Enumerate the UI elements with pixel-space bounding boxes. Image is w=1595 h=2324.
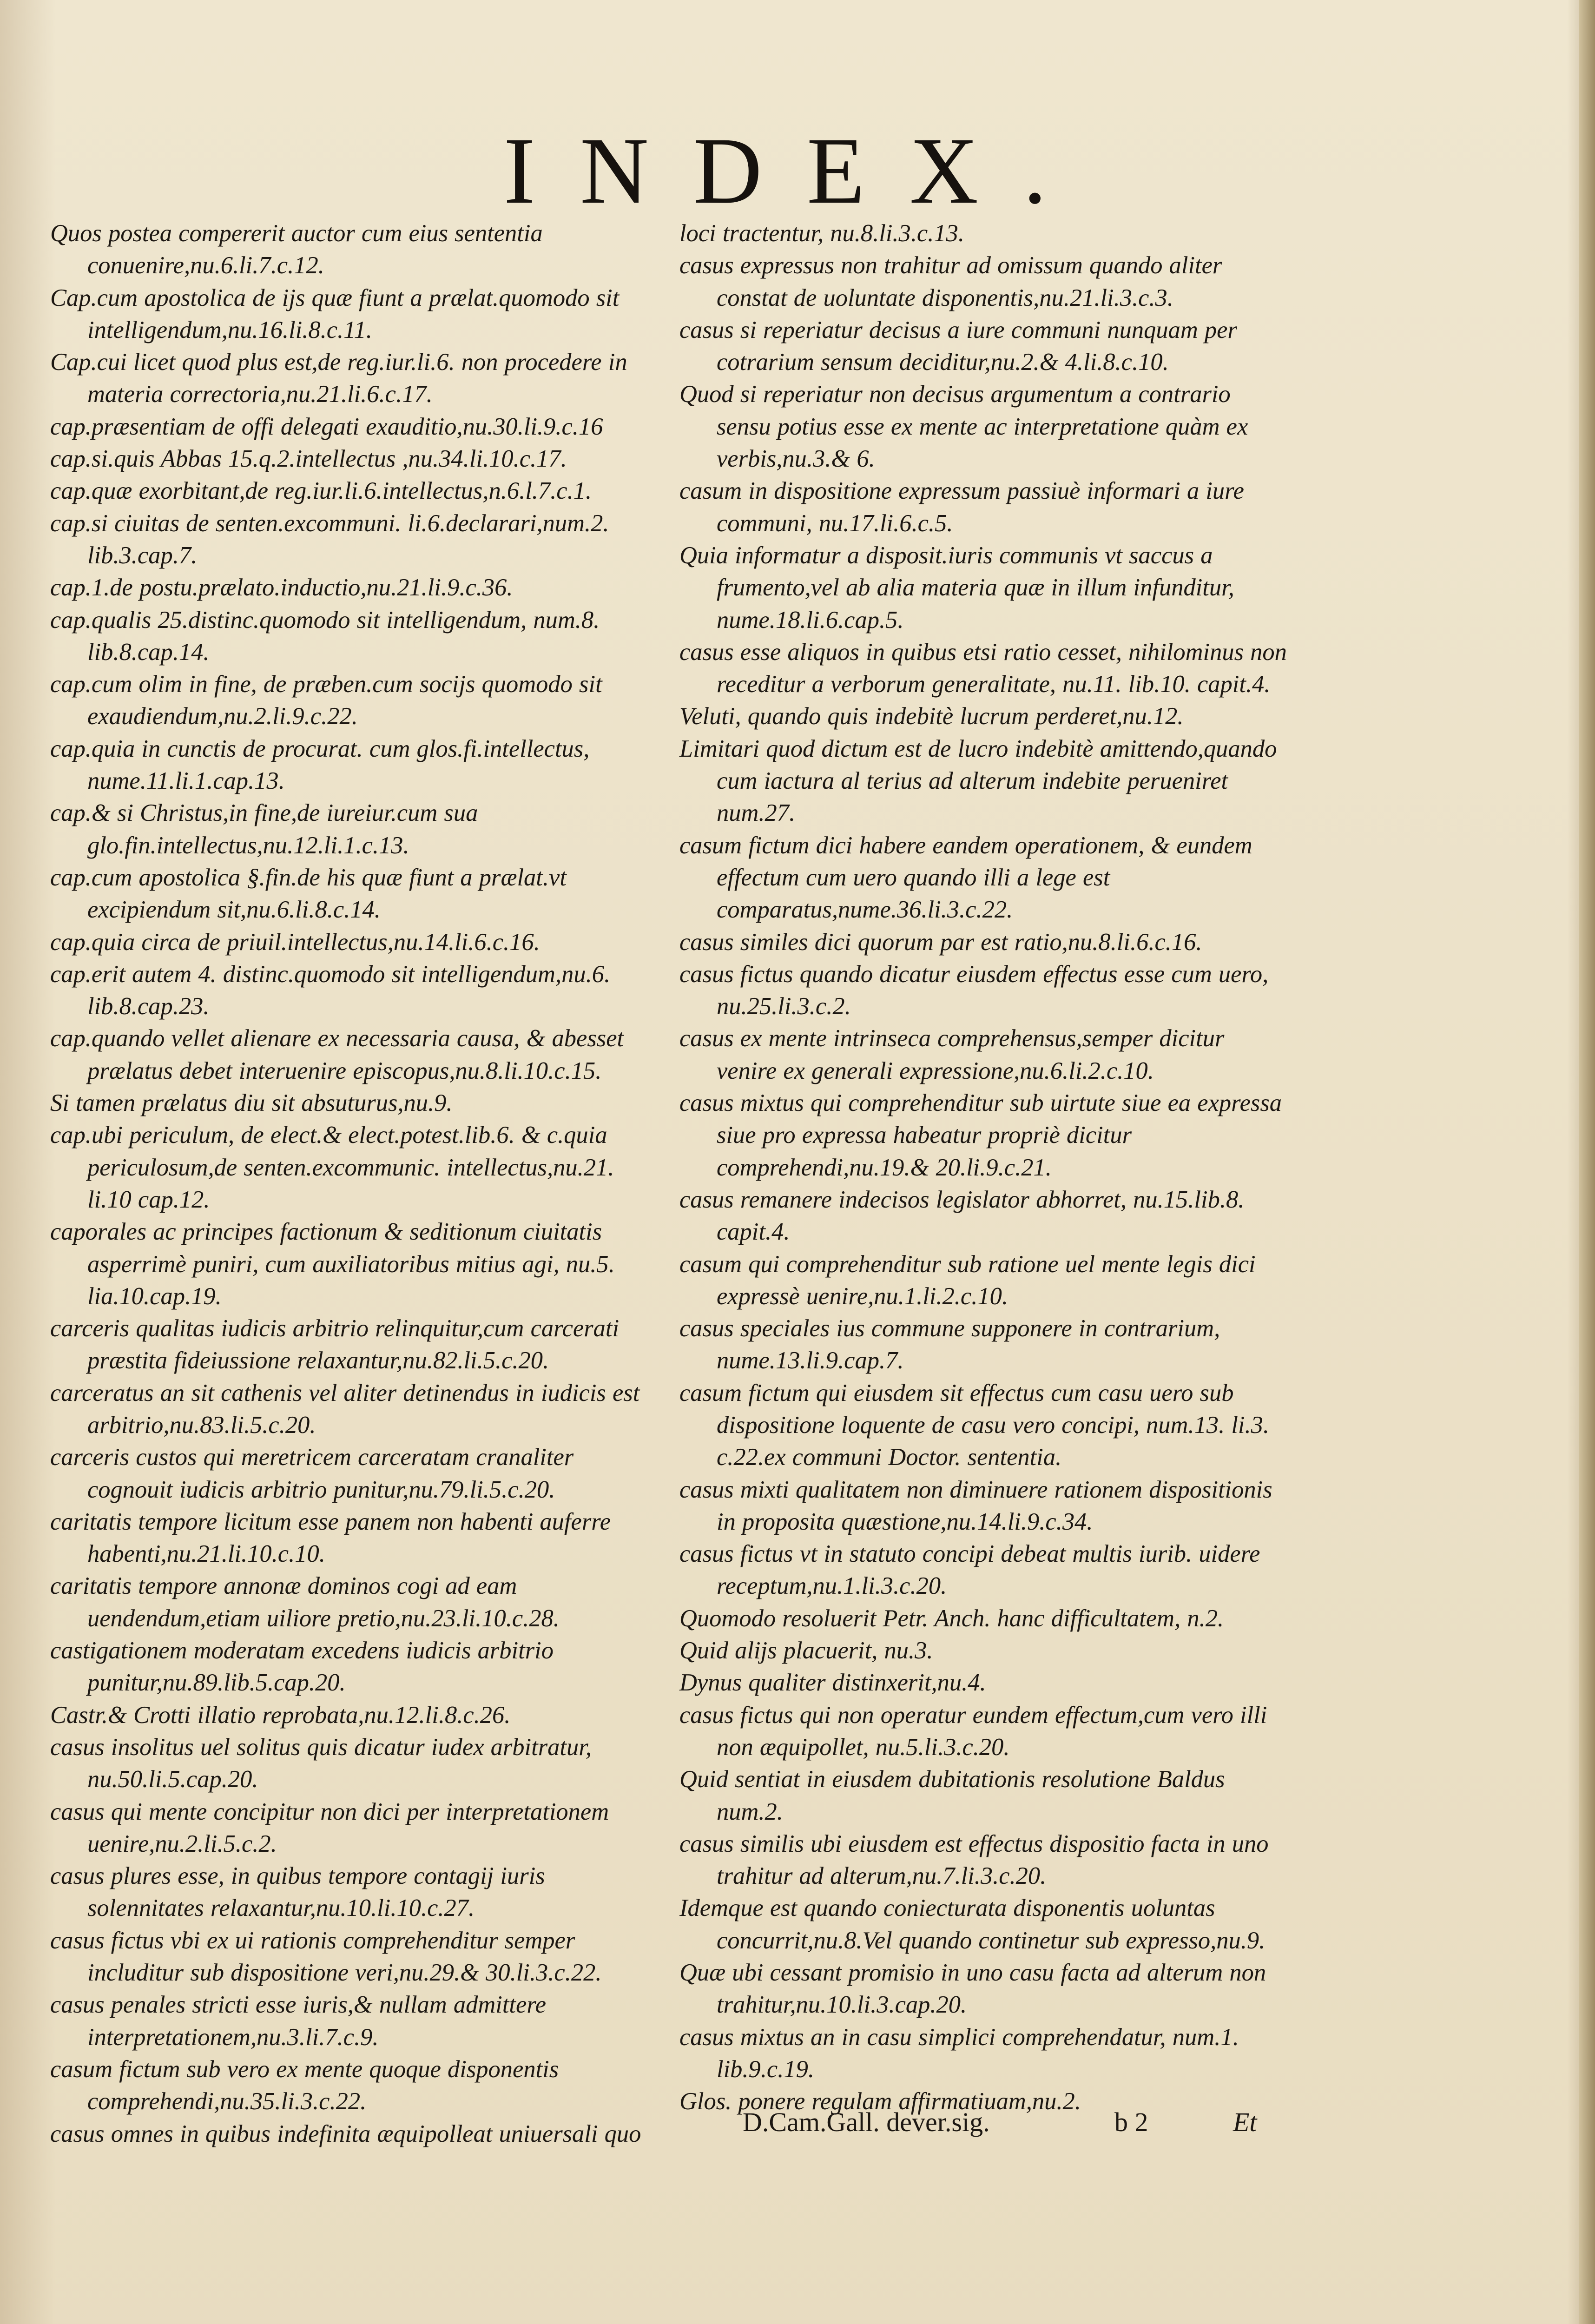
index-entry: Quod si reperiatur non decisus argumentum a contrario sensu potius esse ex mente ac interpretatione quàm ex verbis,nu.3.& 6. [679,381,1248,473]
index-entry: casus fictus vbi ex ui rationis comprehenditur semper includitur sub dispositione veri,nu.29.& 30.li.3.c.22. [50,1927,602,1987]
index-entry: casus penales stricti esse iuris,& nullam admittere interpretationem,nu.3.li.7.c.9. [50,1991,547,2051]
index-entry: casus omnes in quibus indefinita æquipolleat uniuersali quo [50,2120,641,2147]
index-entry: carceris custos qui meretricem carceratam cranaliter cognouit iudicis arbitrio punitur,nu.79.li.5.c.20. [50,1444,574,1503]
index-entry: casus expressus non trahitur ad omissum quando aliter constat de uoluntate disponentis,nu.21.li.3.c.3. [679,252,1222,311]
index-entry: Limitari quod dictum est de lucro indebitè amittendo,quando cum iactura al terius ad alterum indebite perueniret num.27. [679,735,1277,827]
index-entry: Si tamen prælatus diu sit absuturus,nu.9. [50,1089,453,1117]
index-entry: loci tractentur, nu.8.li.3.c.13. [679,220,964,247]
index-entry: casus remanere indecisos legislator abhorret, nu.15.lib.8. capit.4. [679,1186,1245,1246]
index-entry: cap.ubi periculum, de elect.& elect.potest.lib.6. & c.quia periculosum,de senten.excommunic. intellectus,nu.21. li.10 cap.12. [50,1122,614,1213]
index-entry: casum qui comprehenditur sub ratione uel mente legis dici expressè uenire,nu.1.li.2.c.10. [679,1250,1256,1310]
index-entry: cap.quia circa de priuil.intellectus,nu.14.li.6.c.16. [50,928,540,956]
index-entry: Cap.cui licet quod plus est,de reg.iur.li.6. non procedere in materia correctoria,nu.21.li.6.c.17. [50,349,627,408]
index-entry: cap.si ciuitas de senten.excommuni. li.6.declarari,num.2. lib.3.cap.7. [50,509,609,569]
index-column-right [679,218,1288,2118]
signature-line: D.Cam.Gall. dever.sig. [743,2107,990,2137]
index-entry: Dynus qualiter distinxerit,nu.4. [679,1669,986,1697]
index-entry: caritatis tempore annonæ dominos cogi ad eam uendendum,etiam uiliore pretio,nu.23.li.10.c.28. [50,1572,560,1632]
index-entry: castigationem moderatam excedens iudicis arbitrio punitur,nu.89.lib.5.cap.20. [50,1637,554,1697]
index-entry: casus speciales ius commune supponere in contrarium, nume.13.li.9.cap.7. [679,1315,1220,1374]
index-entry: Castr.& Crotti illatio reprobata,nu.12.li.8.c.26. [50,1701,511,1729]
index-entry: casus esse aliquos in quibus etsi ratio cesset, nihilominus non receditur a verborum generalitate, nu.11. lib.10. capit.4. [679,638,1287,698]
signature-mark: b 2 [1114,2107,1148,2137]
index-entry: cap.cum apostolica §.fin.de his quæ fiunt a prælat.vt excipiendum sit,nu.6.li.8.c.14. [50,864,567,924]
index-entry: Quæ ubi cessant promisio in uno casu facta ad alterum non trahitur,nu.10.li.3.cap.20. [679,1959,1266,2019]
index-entry: casus fictus vt in statuto concipi debeat multis iurib. uidere receptum,nu.1.li.3.c.20. [679,1540,1260,1600]
index-entry: casus similes dici quorum par est ratio,nu.8.li.6.c.16. [679,928,1202,956]
index-entry: casum fictum sub vero ex mente quoque disponentis comprehendi,nu.35.li.3.c.22. [50,2055,559,2115]
index-entry: casus mixtus qui comprehenditur sub uirtute siue ea expressa siue pro expressa habeatur propriè dicitur comprehendi,nu.19.& 20.li.9.c.21. [679,1089,1282,1181]
index-entry: cap.1.de postu.prælato.inductio,nu.21.li.9.c.36. [50,574,513,601]
index-entry: Quid sentiat in eiusdem dubitationis resolutione Baldus num.2. [679,1766,1225,1825]
index-entry: cap.& si Christus,in fine,de iureiur.cum sua glo.fin.intellectus,nu.12.li.1.c.13. [50,799,478,859]
index-entry: Veluti, quando quis indebitè lucrum perderet,nu.12. [679,703,1184,730]
catchword: Et [1233,2107,1257,2137]
index-entry: cap.quia in cunctis de procurat. cum glos.fi.intellectus, nume.11.li.1.cap.13. [50,735,590,795]
page-edge-shadow [1579,0,1595,2324]
index-entry: casus mixtus an in casu simplici comprehendatur, num.1. lib.9.c.19. [679,2023,1239,2083]
index-entry: Quos postea compererit auctor cum eius sententia conuenire,nu.6.li.7.c.12. [50,220,543,279]
index-entry: cap.quando vellet alienare ex necessaria causa, & abesset prælatus debet interuenire episcopus,nu.8.li.10.c.15. [50,1025,624,1084]
index-entry: casus mixti qualitatem non diminuere rationem dispositionis in proposita quæstione,nu.14.li.9.c.34. [679,1476,1272,1535]
index-entry: casus si reperiatur decisus a iure communi nunquam per cotrarium sensum deciditur,nu.2.& 4.li.8.c.10. [679,316,1237,376]
index-entry: casus insolitus uel solitus quis dicatur iudex arbitratur, nu.50.li.5.cap.20. [50,1733,592,1793]
index-entry: caritatis tempore licitum esse panem non habenti auferre habenti,nu.21.li.10.c.10. [50,1508,611,1568]
index-entry: cap.si.quis Abbas 15.q.2.intellectus ,nu.34.li.10.c.17. [50,445,567,473]
index-entry: Idemque est quando coniecturata disponentis uoluntas concurrit,nu.8.Vel quando continetur sub expresso,nu.9. [679,1895,1265,1954]
index-entry: casum fictum dici habere eandem operationem, & eundem effectum cum uero quando illi a lege est comparatus,nume.36.li.3.c.22. [679,832,1252,924]
index-entry: casum fictum qui eiusdem sit effectus cum casu uero sub dispositione loquente de casu vero concipi, num.13. li.3. c.22.ex communi Doctor. sententia. [679,1379,1270,1471]
index-entry: casus fictus qui non operatur eundem effectum,cum vero illi non æquipollet, nu.5.li.3.c.20. [679,1701,1267,1761]
index-entry: casus fictus quando dicatur eiusdem effectus esse cum uero, nu.25.li.3.c.2. [679,960,1269,1020]
index-entry: casus ex mente intrinseca comprehensus,semper dicitur venire ex generali expressione,nu.6.li.2.c.10. [679,1025,1225,1084]
index-entry: Quomodo resoluerit Petr. Anch. hanc difficultatem, n.2. [679,1604,1224,1632]
index-entry: Glos. ponere regulam affirmatiuam,nu.2. [679,2088,1081,2115]
index-entry: Quia informatur a disposit.iuris communis vt saccus a frumento,vel ab alia materia quæ in illum infunditur, nume.18.li.6.cap.5. [679,541,1234,634]
index-entry: casus qui mente concipitur non dici per interpretationem uenire,nu.2.li.5.c.2. [50,1798,609,1857]
index-entry: Cap.cum apostolica de ijs quæ fiunt a prælat.quomodo sit intelligendum,nu.16.li.8.c.11. [50,284,620,343]
index-entry: casum in dispositione expressum passiuè informari a iure communi, nu.17.li.6.c.5. [679,477,1244,537]
index-entry: cap.erit autem 4. distinc.quomodo sit intelligendum,nu.6. lib.8.cap.23. [50,960,611,1020]
index-entry: cap.qualis 25.distinc.quomodo sit intelligendum, num.8. lib.8.cap.14. [50,606,600,666]
index-entry: carceris qualitas iudicis arbitrio relinquitur,cum carcerati præstita fideiussione relaxantur,nu.82.li.5.c.20. [50,1315,620,1374]
index-column-left [50,218,661,2150]
index-entry: casus similis ubi eiusdem est effectus dispositio facta in uno trahitur ad alterum,nu.7.li.3.c.20. [679,1830,1269,1890]
index-entry: casus plures esse, in quibus tempore contagij iuris solennitates relaxantur,nu.10.li.10.c.27. [50,1862,545,1922]
index-entry: caporales ac principes factionum & seditionum ciuitatis asperrimè puniri, cum auxiliatoribus mitius agi, nu.5. lia.10.cap.19. [50,1218,615,1310]
index-entry: Quid alijs placuerit, nu.3. [679,1637,933,1664]
index-entry: cap.cum olim in fine, de præben.cum socijs quomodo sit exaudiendum,nu.2.li.9.c.22. [50,671,602,730]
page-title: INDEX. [503,118,1092,224]
index-entry: carceratus an sit cathenis vel aliter detinendus in iudicis est arbitrio,nu.83.li.5.c.20. [50,1379,640,1439]
index-entry: cap.quæ exorbitant,de reg.iur.li.6.intellectus,n.6.l.7.c.1. [50,477,592,505]
index-entry: cap.præsentiam de offi delegati exauditio,nu.30.li.9.c.16 [50,413,603,440]
